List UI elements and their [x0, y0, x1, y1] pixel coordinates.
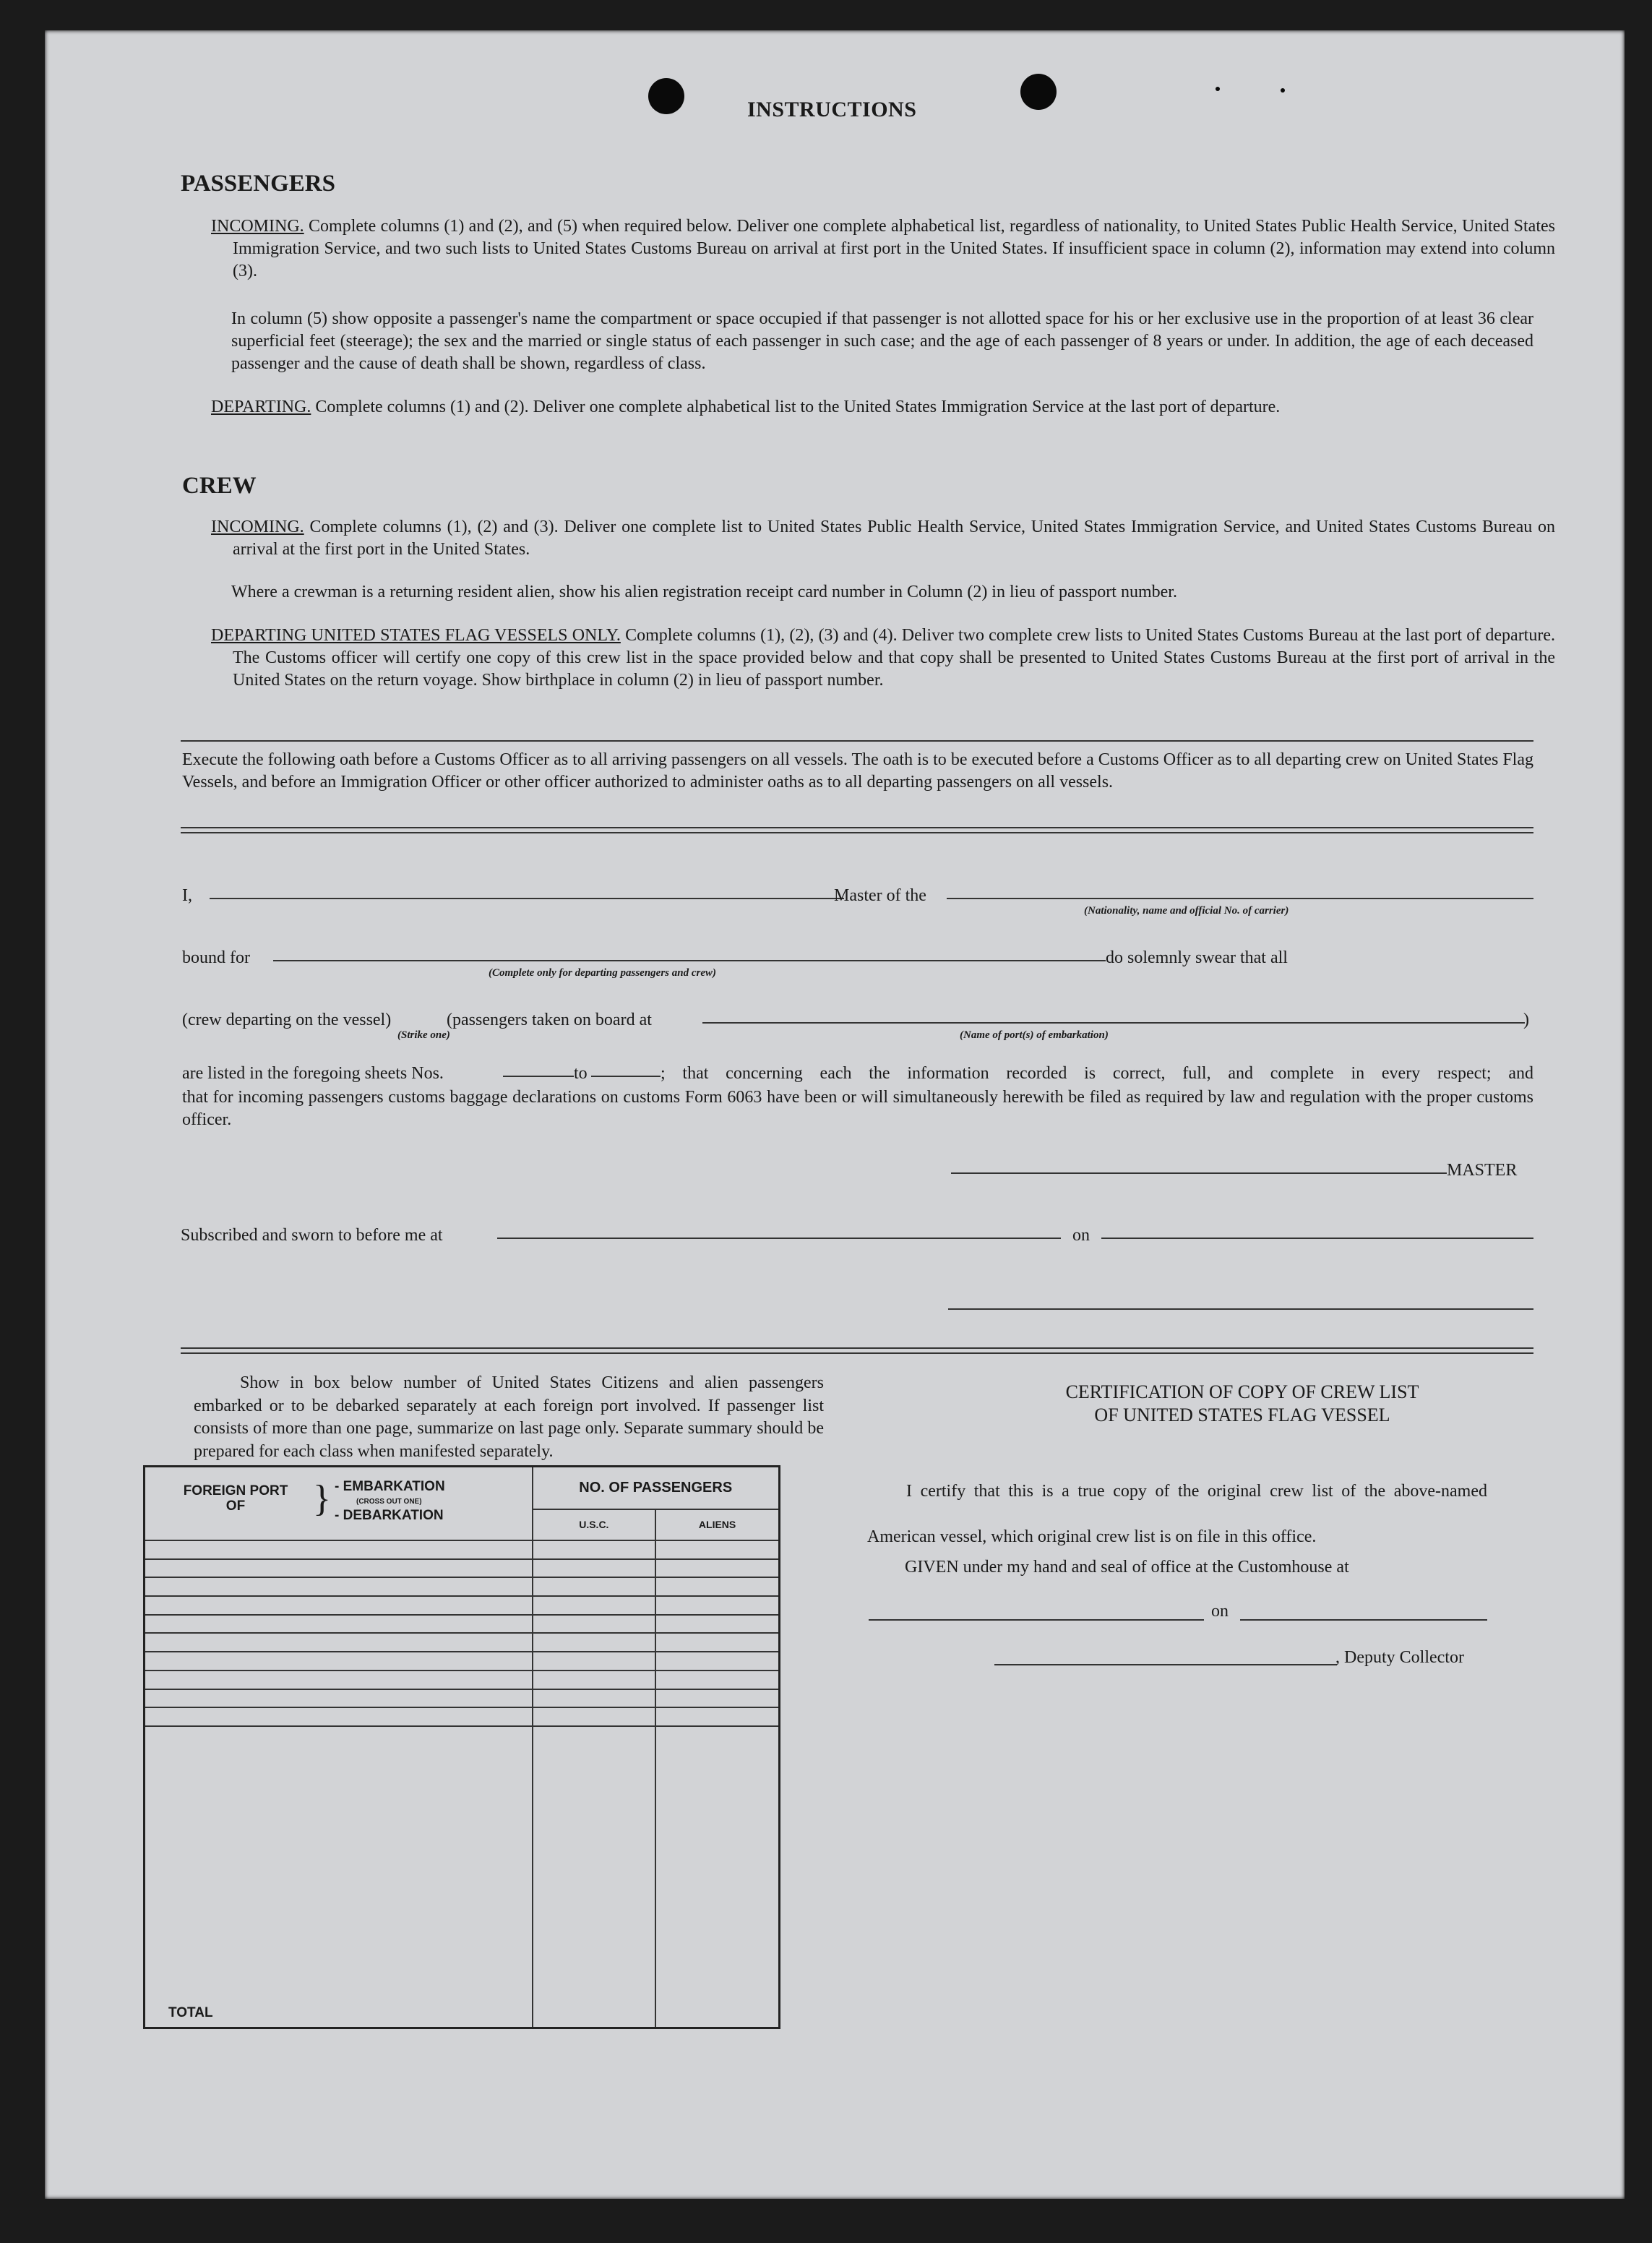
passengers-incoming-label: INCOMING.: [211, 217, 304, 236]
oath-passengers-taken: (passengers taken on board at: [447, 1011, 652, 1029]
oath-subscribed: Subscribed and sworn to before me at: [181, 1226, 443, 1245]
passengers-departing-label: DEPARTING.: [211, 398, 311, 416]
oath-instructions: Execute the following oath before a Customs Officer as to all arriving passengers on all vessels. The oath is to be executed before a Customs Officer as to all departing crew on United States Flag Vessels, and before an Immigration Officer or other officer authorized to administer oaths as to all departing passengers on all vessels.: [182, 750, 1533, 792]
passengers-incoming-text: Complete columns (1) and (2), and (5) when required below. Deliver one complete alphabetical list, regardless of nationality, to United States Public Health Service, United States Immigration Service, and two such lists to United States Customs Bureau on arrival at first port in the United States. If insufficient space in column (2), information may extend into column (3).: [233, 217, 1555, 280]
sworn-date-field[interactable]: [1101, 1238, 1533, 1239]
bound-for-field[interactable]: [273, 960, 1106, 961]
oath-master-of: Master of the: [834, 886, 926, 905]
carrier-caption: (Nationality, name and official No. of carrier): [1084, 905, 1289, 917]
bound-caption: (Complete only for departing passengers and crew): [489, 967, 716, 979]
double-divider: [181, 1347, 1533, 1354]
sworn-at-field[interactable]: [497, 1238, 1061, 1239]
certification-title-line1: CERTIFICATION OF COPY OF CREW LIST: [1065, 1381, 1419, 1402]
aliens-cell[interactable]: [655, 1689, 779, 1708]
port-cell[interactable]: [145, 1689, 533, 1708]
total-label: TOTAL: [145, 1726, 533, 2028]
table-row: [145, 1559, 780, 1578]
port-cell[interactable]: [145, 1633, 533, 1652]
strike-caption: (Strike one): [397, 1029, 450, 1041]
oath-i: I,: [182, 886, 192, 905]
aliens-cell[interactable]: [655, 1540, 779, 1559]
oath-crew-departing: (crew departing on the vessel): [182, 1011, 392, 1029]
oath-listed-rest: that for incoming passengers customs baggage declarations on customs Form 6063 have been or will simultaneously herewith be filed as required by law and regulation with the proper customs officer.: [182, 1088, 1533, 1129]
passengers-departing-text: Complete columns (1) and (2). Deliver one complete alphabetical list to the United States Immigration Service at the last port of departure.: [315, 398, 1281, 416]
usc-cell[interactable]: [533, 1540, 656, 1559]
table-row: [145, 1633, 780, 1652]
port-header-label: FOREIGN PORT OF: [183, 1483, 288, 1514]
table-row: [145, 1577, 780, 1596]
table-row: [145, 1707, 780, 1726]
usc-cell[interactable]: [533, 1577, 656, 1596]
port-cell[interactable]: [145, 1559, 533, 1578]
port-cell[interactable]: [145, 1652, 533, 1671]
table-row: [145, 1540, 780, 1559]
usc-header: U.S.C.: [533, 1509, 656, 1540]
aliens-cell[interactable]: [655, 1577, 779, 1596]
certification-on: on: [1211, 1602, 1229, 1621]
table-row: [145, 1596, 780, 1615]
embarkation-label: - EMBARKATION: [335, 1479, 445, 1494]
speck: [1281, 88, 1285, 93]
certification-text: I certify that this is a true copy of the original crew list of the above-named American vessel, which original crew list is on file in this office.: [867, 1482, 1487, 1546]
speck: [1216, 87, 1220, 91]
crew-departing-text: Complete columns (1), (2), (3) and (4). Deliver two complete crew lists to United States Customs Bureau at the last port of departure. The Customs officer will certify one copy of this crew list in the space provided below and that copy shall be presented to United States Customs Bureau at the first port of arrival in the United States on the return voyage. Show birthplace in column (2) in lieu of passport number.: [233, 626, 1555, 690]
aliens-cell[interactable]: [655, 1633, 779, 1652]
customhouse-field[interactable]: [869, 1619, 1204, 1621]
ports-field[interactable]: [702, 1022, 1525, 1024]
passenger-summary-table: [143, 1465, 780, 2029]
oath-listed-pre: are listed in the foregoing sheets Nos.: [182, 1064, 444, 1083]
crew-incoming-text: Complete columns (1), (2) and (3). Deliver one complete list to United States Public Health Service, United States Immigration Service, and United States Customs Bureau on arrival at the first port in the United States.: [233, 518, 1556, 559]
summary-instructions: Show in box below number of United States Citizens and alien passengers embarked or to be debarked separately at each foreign port involved. If passenger list consists of more than one page, summarize on last page only. Separate summary should be prepared for each class when manifested separately.: [194, 1373, 824, 1461]
no-passengers-header: NO. OF PASSENGERS: [533, 1467, 780, 1509]
sheet-from-field[interactable]: [503, 1076, 574, 1077]
crew-incoming: [211, 516, 1555, 561]
officer-signature-field[interactable]: [948, 1308, 1533, 1310]
double-divider: [181, 827, 1533, 833]
aliens-cell[interactable]: [655, 1596, 779, 1615]
crew-heading: CREW: [182, 473, 257, 499]
sheet-to-field[interactable]: [591, 1076, 661, 1077]
carrier-field[interactable]: [947, 898, 1533, 899]
ports-caption: (Name of port(s) of embarkation): [960, 1029, 1109, 1041]
punch-hole: [648, 78, 684, 114]
oath-close-paren: ): [1523, 1011, 1529, 1029]
aliens-total-cell[interactable]: [655, 1726, 779, 2028]
aliens-cell[interactable]: [655, 1652, 779, 1671]
oath-swear: do solemnly swear that all: [1106, 948, 1288, 967]
aliens-cell[interactable]: [655, 1707, 779, 1726]
page-title: INSTRUCTIONS: [747, 98, 917, 121]
port-cell[interactable]: [145, 1596, 533, 1615]
brace-glyph: }: [313, 1478, 331, 1519]
table-row: [145, 1652, 780, 1671]
port-cell[interactable]: [145, 1671, 533, 1689]
certification-title-line2: OF UNITED STATES FLAG VESSEL: [1094, 1404, 1390, 1425]
master-name-field[interactable]: [210, 898, 844, 899]
port-header: [145, 1467, 533, 1541]
punch-hole: [1020, 74, 1057, 110]
table-row: [145, 1689, 780, 1708]
certification-title: [913, 1381, 1571, 1427]
crew-departing-label: DEPARTING UNITED STATES FLAG VESSELS ONLY.: [211, 626, 621, 645]
crew-incoming-label: INCOMING.: [211, 518, 304, 536]
oath-listed-post: ; that concerning each the information recorded is correct, full, and complete in every respect; and: [661, 1064, 1533, 1083]
port-cell[interactable]: [145, 1577, 533, 1596]
oath-on: on: [1072, 1226, 1090, 1245]
passengers-column5: In column (5) show opposite a passenger's name the compartment or space occupied if that passenger is not allotted space for his or her exclusive use in the proportion of at least 36 clear superficial feet (steerage); the sex and the married or single status of each passenger in such case; and the age of each passenger of 8 years or under. In addition, the age of each deceased passenger and the cause of death shall be shown, regardless of class.: [231, 309, 1533, 373]
aliens-cell[interactable]: [655, 1615, 779, 1634]
debarkation-label: - DEBARKATION: [335, 1508, 444, 1523]
master-signature-field[interactable]: [951, 1172, 1447, 1174]
usc-cell[interactable]: [533, 1559, 656, 1578]
port-cell[interactable]: [145, 1615, 533, 1634]
oath-master: MASTER: [1447, 1161, 1518, 1180]
crew-departing: [211, 625, 1555, 692]
usc-cell[interactable]: [533, 1633, 656, 1652]
certification-date-field[interactable]: [1240, 1619, 1487, 1621]
table-row: [145, 1671, 780, 1689]
port-cell[interactable]: [145, 1707, 533, 1726]
usc-total-cell[interactable]: [533, 1726, 656, 2028]
passengers-incoming: [211, 215, 1555, 283]
aliens-cell[interactable]: [655, 1559, 779, 1578]
port-cell[interactable]: [145, 1540, 533, 1559]
usc-cell[interactable]: [533, 1671, 656, 1689]
usc-cell[interactable]: [533, 1615, 656, 1634]
deputy-signature-field[interactable]: [994, 1664, 1337, 1665]
usc-cell[interactable]: [533, 1652, 656, 1671]
oath-listed-to: to: [574, 1064, 588, 1083]
usc-cell[interactable]: [533, 1707, 656, 1726]
passengers-departing: [211, 396, 1555, 419]
table-row: [145, 1615, 780, 1634]
aliens-cell[interactable]: [655, 1671, 779, 1689]
usc-cell[interactable]: [533, 1689, 656, 1708]
oath-bound-for: bound for: [182, 948, 250, 967]
crew-resident: Where a crewman is a returning resident alien, show his alien registration receipt card number in Column (2) in lieu of passport number.: [231, 583, 1177, 601]
passengers-heading: PASSENGERS: [181, 171, 335, 197]
total-row: [145, 1726, 780, 2028]
aliens-header: ALIENS: [655, 1509, 779, 1540]
cross-out-label: (CROSS OUT ONE): [356, 1498, 422, 1506]
certification-given: GIVEN under my hand and seal of office at the Customhouse at: [905, 1558, 1349, 1577]
certification-deputy: , Deputy Collector: [1335, 1648, 1464, 1667]
usc-cell[interactable]: [533, 1596, 656, 1615]
divider: [181, 740, 1533, 742]
